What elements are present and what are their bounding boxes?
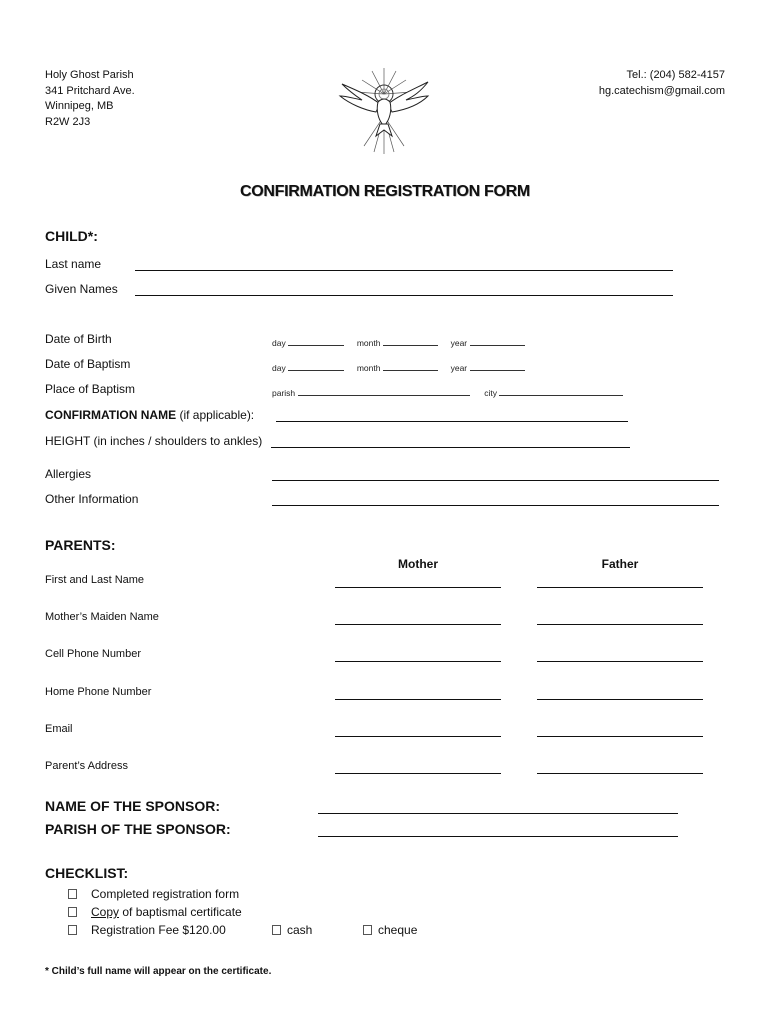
father-column-header: Father bbox=[601, 557, 639, 571]
father-address-field[interactable] bbox=[537, 773, 703, 774]
height-label: HEIGHT (in inches / shoulders to ankles) bbox=[45, 434, 263, 448]
last-name-label: Last name bbox=[45, 257, 102, 271]
day-label: day bbox=[272, 363, 286, 373]
phone-number: Tel.: (204) 582-4157 bbox=[626, 69, 725, 81]
mother-name-field[interactable] bbox=[335, 587, 501, 588]
height-field[interactable] bbox=[271, 447, 630, 448]
home-phone-label: Home Phone Number bbox=[45, 686, 152, 698]
checklist-label: Completed registration form bbox=[91, 887, 240, 901]
child-heading: CHILD*: bbox=[45, 228, 98, 244]
baptism-parish-field[interactable] bbox=[298, 387, 470, 396]
checkbox-registration-fee[interactable] bbox=[68, 925, 77, 935]
birth-year-field[interactable] bbox=[470, 337, 525, 346]
parish-contact bbox=[599, 68, 725, 99]
parent-address-label: Parent’s Address bbox=[45, 760, 128, 772]
address-line: Holy Ghost Parish bbox=[45, 69, 134, 81]
address-line: 341 Pritchard Ave. bbox=[45, 84, 135, 97]
maiden-name-label: Mother’s Maiden Name bbox=[45, 611, 159, 623]
checklist-item-baptismal-certificate bbox=[68, 905, 242, 919]
footnote: * Child’s full name will appear on the certificate. bbox=[45, 966, 272, 977]
confirmation-name-bold: CONFIRMATION NAME bbox=[45, 408, 177, 422]
cash-label: cash bbox=[287, 923, 313, 937]
day-label: day bbox=[272, 338, 286, 348]
birth-day-field[interactable] bbox=[288, 337, 344, 346]
checklist-heading: CHECKLIST: bbox=[45, 865, 129, 881]
parish-address bbox=[45, 68, 135, 130]
sponsor-name-label: NAME OF THE SPONSOR: bbox=[45, 798, 221, 814]
parents-heading: PARENTS: bbox=[45, 537, 116, 553]
first-last-name-label: First and Last Name bbox=[45, 574, 145, 586]
father-cell-phone-field[interactable] bbox=[537, 661, 703, 662]
mother-column-header: Mother bbox=[398, 557, 438, 571]
baptism-city-field[interactable] bbox=[499, 387, 623, 396]
father-maiden-name-field[interactable] bbox=[537, 624, 703, 625]
birth-month-field[interactable] bbox=[383, 337, 438, 346]
email-address: hg.catechism@gmail.com bbox=[598, 84, 725, 97]
cell-phone-label: Cell Phone Number bbox=[45, 648, 141, 660]
given-names-field[interactable] bbox=[135, 295, 673, 296]
other-information-field[interactable] bbox=[272, 505, 719, 506]
father-email-field[interactable] bbox=[537, 736, 703, 737]
month-label: month bbox=[356, 363, 381, 373]
father-home-phone-field[interactable] bbox=[537, 699, 703, 700]
sponsor-parish-label: PARISH OF THE SPONSOR: bbox=[45, 821, 231, 837]
email-label: Email bbox=[45, 723, 73, 735]
checklist-item-registration-fee bbox=[68, 923, 226, 937]
mother-cell-phone-field[interactable] bbox=[335, 661, 501, 662]
parish-label: parish bbox=[272, 388, 296, 398]
last-name-field[interactable] bbox=[135, 270, 673, 271]
mother-home-phone-field[interactable] bbox=[335, 699, 501, 700]
checkbox-cash[interactable] bbox=[272, 925, 281, 935]
date-of-birth-fields bbox=[272, 337, 525, 348]
allergies-label: Allergies bbox=[45, 467, 92, 481]
checkbox-baptismal-certificate[interactable] bbox=[68, 907, 77, 917]
confirmation-name-label bbox=[45, 408, 254, 422]
checklist-label: of baptismal certificate bbox=[119, 905, 242, 919]
place-of-baptism-fields bbox=[272, 387, 623, 398]
holy-spirit-dove-logo bbox=[334, 66, 434, 156]
baptism-month-field[interactable] bbox=[383, 362, 438, 371]
date-of-baptism-label: Date of Baptism bbox=[45, 357, 131, 371]
payment-option-cash bbox=[272, 923, 312, 937]
checklist-label: Registration Fee $120.00 bbox=[91, 923, 226, 937]
date-of-birth-label: Date of Birth bbox=[45, 332, 112, 346]
form-title: CONFIRMATION REGISTRATION FORM bbox=[240, 183, 530, 200]
checkbox-cheque[interactable] bbox=[363, 925, 372, 935]
checklist-item-registration-form bbox=[68, 887, 239, 901]
checkbox-registration-form[interactable] bbox=[68, 889, 77, 899]
cheque-label: cheque bbox=[378, 923, 418, 937]
sponsor-parish-field[interactable] bbox=[318, 836, 678, 837]
given-names-label: Given Names bbox=[45, 282, 118, 296]
mother-address-field[interactable] bbox=[335, 773, 501, 774]
address-line: R2W 2J3 bbox=[45, 115, 91, 128]
mother-maiden-name-field[interactable] bbox=[335, 624, 501, 625]
other-information-label: Other Information bbox=[45, 492, 139, 506]
baptism-day-field[interactable] bbox=[288, 362, 344, 371]
allergies-field[interactable] bbox=[272, 480, 719, 481]
city-label: city bbox=[484, 388, 498, 398]
year-label: year bbox=[450, 338, 468, 348]
date-of-baptism-fields bbox=[272, 362, 525, 373]
payment-option-cheque bbox=[363, 923, 417, 937]
place-of-baptism-label: Place of Baptism bbox=[45, 382, 136, 396]
mother-email-field[interactable] bbox=[335, 736, 501, 737]
year-label: year bbox=[450, 363, 468, 373]
sponsor-name-field[interactable] bbox=[318, 813, 678, 814]
address-line: Winnipeg, MB bbox=[45, 100, 114, 112]
father-name-field[interactable] bbox=[537, 587, 703, 588]
confirmation-name-note: (if applicable): bbox=[176, 408, 255, 422]
month-label: month bbox=[356, 338, 381, 348]
checklist-label-copy: Copy bbox=[91, 905, 120, 919]
baptism-year-field[interactable] bbox=[470, 362, 525, 371]
confirmation-name-field[interactable] bbox=[276, 421, 628, 422]
